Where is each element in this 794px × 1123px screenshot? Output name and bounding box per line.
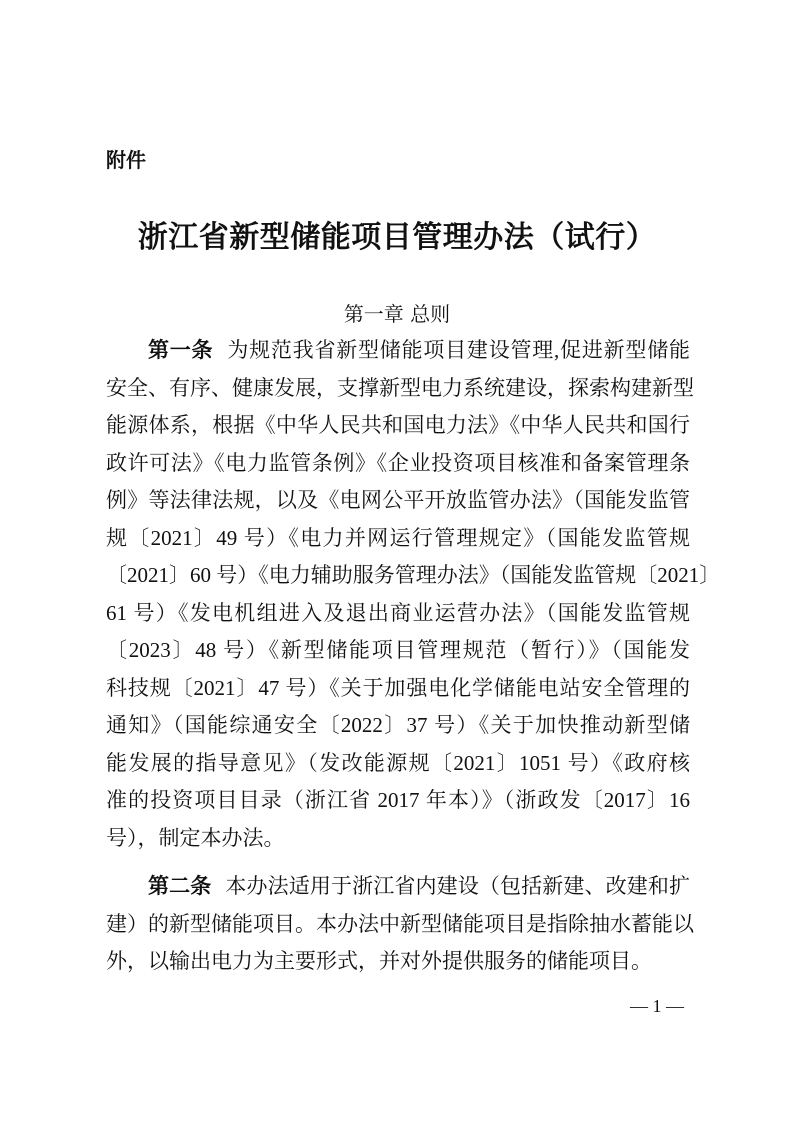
line-text: 通知》（国能综通安全〔2022〕37 号）《关于加快推动新型储 bbox=[106, 713, 690, 737]
article-line bbox=[148, 335, 690, 365]
line-text: 建）的新型储能项目。本办法中新型储能项目是指除抽水蓄能以 bbox=[106, 911, 694, 936]
line-text: 〔2021〕60 号）《电力辅助服务管理办法》（国能发监管规〔2021〕 bbox=[106, 563, 721, 587]
line-text: 政许可法》《电力监管条例》《企业投资项目核准和备案管理条 bbox=[106, 450, 690, 475]
article-line bbox=[106, 373, 694, 403]
article-line bbox=[106, 560, 721, 590]
article-line bbox=[106, 410, 690, 440]
line-text: 号），制定本办法。 bbox=[106, 825, 285, 850]
line-text: 能源体系，根据《中华人民共和国电力法》《中华人民共和国行 bbox=[106, 413, 690, 437]
article-label: 第二条 bbox=[148, 874, 212, 898]
page-number: — 1 — bbox=[630, 996, 684, 1016]
line-text: 外，以输出电力为主要形式，并对外提供服务的储能项目。 bbox=[106, 949, 652, 973]
article-line bbox=[106, 785, 690, 815]
article-label: 第一条 bbox=[148, 338, 214, 362]
line-text: 能发展的指导意见》（发改能源规〔2021〕1051 号）《政府核 bbox=[106, 750, 690, 775]
line-text: 例》等法律法规，以及《电网公平开放监管办法》（国能发监管 bbox=[106, 488, 690, 512]
article-line bbox=[106, 748, 690, 778]
article-line bbox=[148, 871, 690, 901]
article-line bbox=[106, 635, 690, 665]
line-text: 准的投资项目目录（浙江省 2017 年本）》（浙政发〔2017〕16 bbox=[106, 788, 690, 812]
article-line bbox=[106, 523, 690, 553]
chapter-heading: 第一章 总则 bbox=[343, 302, 451, 326]
article-line bbox=[106, 485, 690, 515]
line-text: 安全、有序、健康发展，支撑新型电力系统建设，探索构建新型 bbox=[106, 375, 694, 400]
line-text: 本办法适用于浙江省内建设（包括新建、改建和扩 bbox=[225, 874, 690, 898]
article-line bbox=[106, 909, 694, 939]
article-line bbox=[106, 710, 690, 740]
line-text: 〔2023〕48 号）《新型储能项目管理规范（暂行）》（国能发 bbox=[106, 638, 690, 662]
article-line bbox=[106, 448, 690, 478]
line-text: 为规范我省新型储能项目建设管理,促进新型储能 bbox=[227, 338, 690, 362]
article-line bbox=[106, 946, 690, 976]
line-text: 61 号）《发电机组进入及退出商业运营办法》（国能发监管规 bbox=[106, 600, 690, 625]
line-text: 规〔2021〕49 号）《电力并网运行管理规定》（国能发监管规 bbox=[106, 525, 690, 550]
document-title: 浙江省新型储能项目管理办法（试行） bbox=[137, 220, 657, 255]
article-line bbox=[106, 823, 690, 853]
article-line bbox=[106, 598, 690, 628]
line-text: 科技规〔2021〕47 号）《关于加强电化学储能电站安全管理的 bbox=[106, 675, 690, 700]
article-line bbox=[106, 673, 690, 703]
attachment-label: 附件 bbox=[106, 148, 146, 172]
